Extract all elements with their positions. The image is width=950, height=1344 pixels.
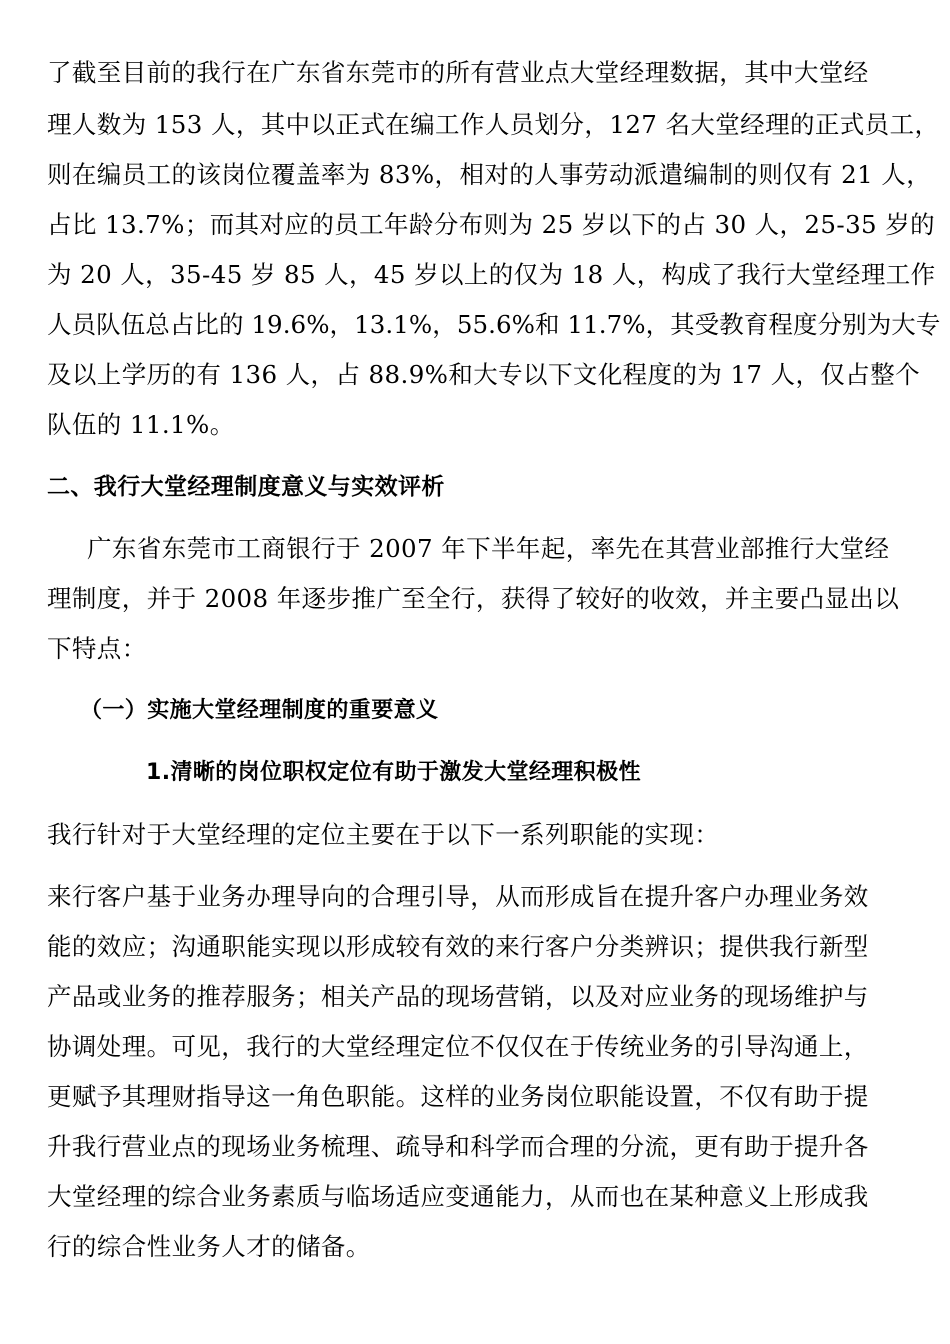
item-heading: 1.清晰的岗位职权定位有助于激发大堂经理积极性 [146,760,641,785]
paragraph-4-line: 来行客户基于业务办理导向的合理引导，从而形成旨在提升客户办理业务效 [47,882,869,911]
paragraph-2-line: 广东省东莞市工商银行于 2007 年下半年起，率先在其营业部推行大堂经 [87,534,890,563]
paragraph-1-line: 占比 13.7%；而其对应的员工年龄分布则为 25 岁以下的占 30 人，25-35 岁的 [47,210,936,239]
paragraph-1-line: 及以上学历的有 136 人，占 88.9%和大专以下文化程度的为 17 人，仅占整个 [47,360,921,389]
paragraph-4-line: 更赋予其理财指导这一角色职能。这样的业务岗位职能设置，不仅有助于提 [47,1082,869,1111]
paragraph-2-line: 下特点： [47,634,147,663]
paragraph-1-line: 则在编员工的该岗位覆盖率为 83%，相对的人事劳动派遣编制的则仅有 21 人， [47,160,932,189]
paragraph-1-line: 队伍的 11.1%。 [47,410,235,439]
paragraph-4-line: 能的效应；沟通职能实现以形成较有效的来行客户分类辨识；提供我行新型 [47,932,869,961]
paragraph-4-line: 产品或业务的推荐服务；相关产品的现场营销，以及对应业务的现场维护与 [47,982,869,1011]
paragraph-2-line: 理制度，并于 2008 年逐步推广至全行，获得了较好的收效，并主要凸显出以 [47,584,900,613]
paragraph-1-line: 人员队伍总占比的 19.6%，13.1%，55.6%和 11.7%，其受教育程度分别为大专 [47,310,941,339]
paragraph-1-line: 为 20 人，35-45 岁 85 人，45 岁以上的仅为 18 人，构成了我行大堂经理工作 [47,260,936,289]
paragraph-4-line: 协调处理。可见，我行的大堂经理定位不仅仅在于传统业务的引导沟通上， [47,1032,869,1061]
paragraph-1-line: 理人数为 153 人，其中以正式在编工作人员划分，127 名大堂经理的正式员工， [47,110,940,139]
paragraph-4-line: 行的综合性业务人才的储备。 [47,1232,371,1261]
section-heading: 二、我行大堂经理制度意义与实效评析 [47,474,445,500]
paragraph-3-line: 我行针对于大堂经理的定位主要在于以下一系列职能的实现： [47,820,720,849]
subsection-heading: （一）实施大堂经理制度的重要意义 [80,698,439,723]
paragraph-4-line: 大堂经理的综合业务素质与临场适应变通能力，从而也在某种意义上形成我 [47,1182,869,1211]
paragraph-1-line: 了截至目前的我行在广东省东莞市的所有营业点大堂经理数据，其中大堂经 [47,58,869,87]
paragraph-4-line: 升我行营业点的现场业务梳理、疏导和科学而合理的分流，更有助于提升各 [47,1132,869,1161]
